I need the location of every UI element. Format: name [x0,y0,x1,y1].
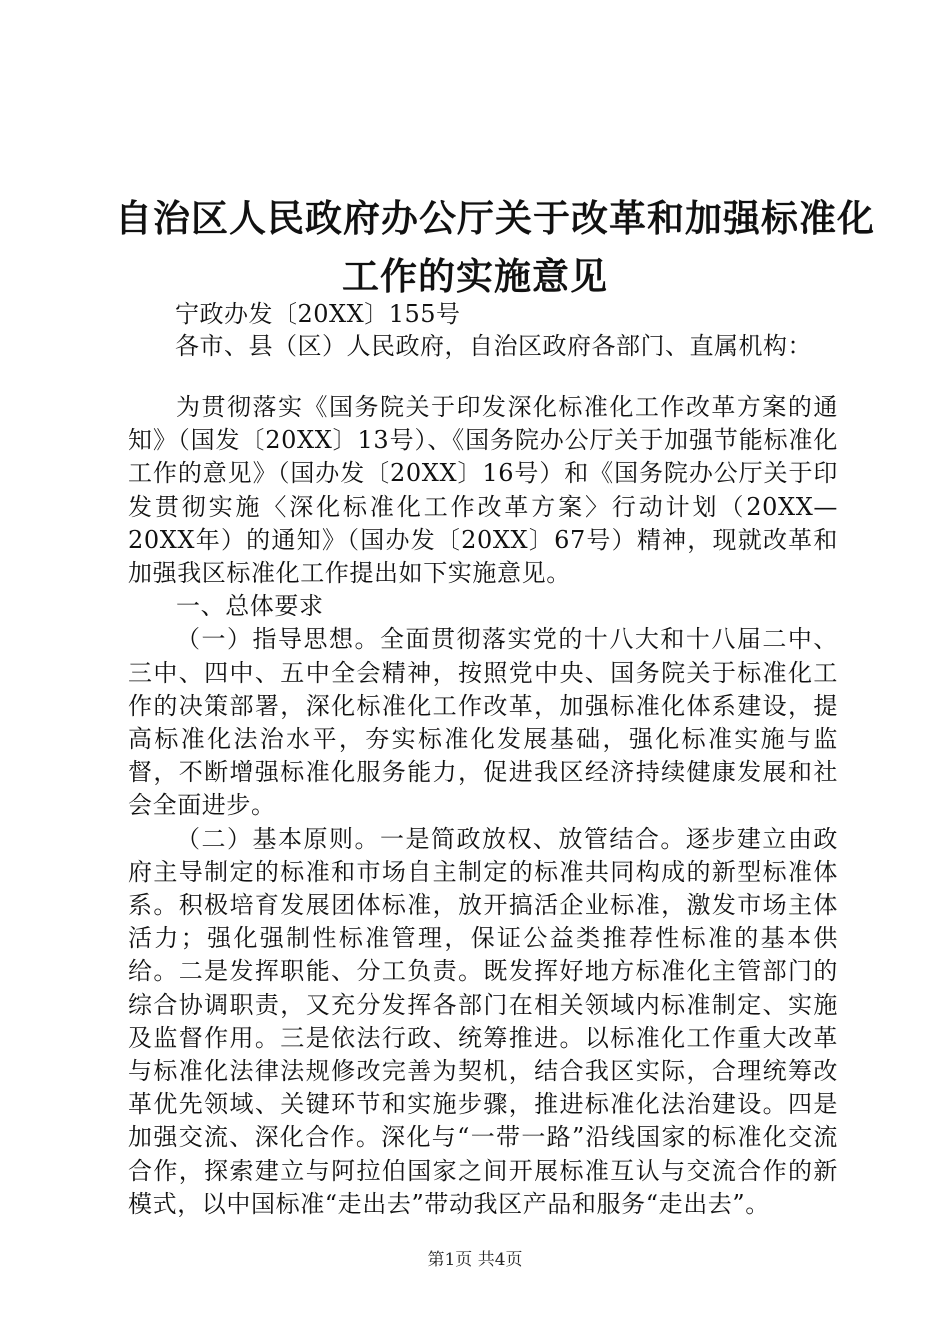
section-heading: 一、总体要求 [176,592,324,621]
document-title-line-1: 自治区人民政府办公厅关于改革和加强标准化 [115,197,875,240]
document-title-line-2: 工作的实施意见 [342,255,608,298]
page-footer: 第1页 共4页 [427,1250,523,1270]
document-number: 宁政办发〔20XX〕155号 [175,300,461,328]
addressee: 各市、县（区）人民政府，自治区政府各部门、直属机构： [175,332,812,360]
basic-principles-paragraph: （二）基本原则。一是简政放权、放管结合。逐步建立由政府主导制定的标准和市场自主制定的标准共同构成的新型标准体系。积极培育发展团体标准，放开搞活企业标准，激发市场主体活力；强化强制性标准管理，保证公益类推荐性标准的基本供给。二是发挥职能、分工负责。既发挥好地方标准化主管部门的综合协调职责，又充分发挥各部门在相关领域内标准制定、实施及监督作用。三是依法行政、统筹推进。以标准化工作重大改革与标准化法律法规修改完善为契机，结合我区实际，合理统筹改革优先领域、关键环节和实施步骤，推进标准化法治建设。四是加强交流、深化合作。深化与“一带一路”沿线国家的标准化交流合作，探索建立与阿拉伯国家之间开展标准互认与交流合作的新模式，以中国标准“走出去”带动我区产品和服务“走出去”。 [128,824,838,1218]
document-body [128,391,838,1221]
intro-paragraph: 为贯彻落实《国务院关于印发深化标准化工作改革方案的通知》（国发〔20XX〕13号）、《国务院办公厅关于加强节能标准化工作的意见》（国办发〔20XX〕16号）和《国务院办公厅关于印发贯彻实施〈深化标准化工作改革方案〉行动计划（20XX—20XX年）的通知》（国办发〔20XX〕67号）精神，现就改革和加强我区标准化工作提出如下实施意见。 [128,393,838,588]
guiding-thought-paragraph: （一）指导思想。全面贯彻落实党的十八大和十八届二中、三中、四中、五中全会精神，按照党中央、国务院关于标准化工作的决策部署，深化标准化工作改革，加强标准化体系建设，提高标准化法治水平，夯实标准化发展基础，强化标准实施与监督，不断增强标准化服务能力，促进我区经济持续健康发展和社会全面进步。 [128,625,838,820]
